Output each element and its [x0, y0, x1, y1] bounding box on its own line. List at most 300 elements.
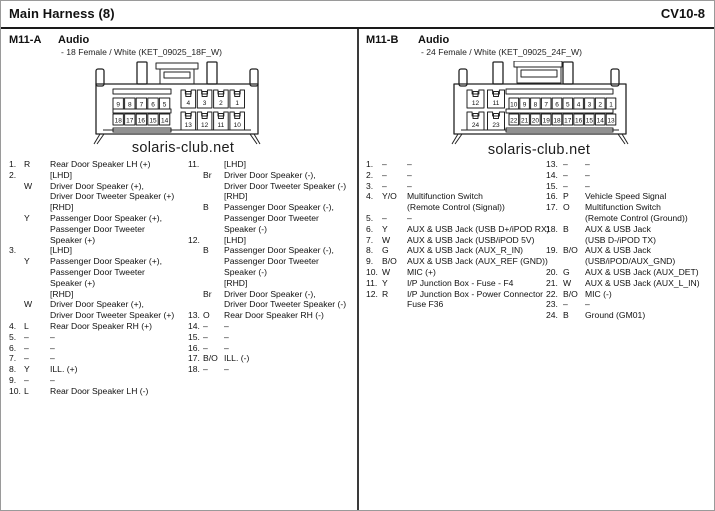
pin-desc: [RHD]: [224, 277, 248, 288]
pin-code: G: [382, 245, 389, 256]
pin-code: –: [563, 180, 568, 191]
pin-row: [9, 278, 174, 289]
pin-desc: Speaker (+): [50, 234, 96, 245]
pin-row: [546, 278, 700, 289]
pin-code: R: [382, 288, 389, 299]
pin-desc: (USB D-/iPOD TX): [585, 234, 656, 245]
pin-code: [203, 299, 224, 310]
pin-desc: –: [224, 364, 229, 375]
pin-num: [188, 191, 203, 202]
pin-code: B/O: [382, 256, 397, 267]
pin-desc: –: [585, 159, 590, 169]
pin-num: 11.: [366, 277, 378, 288]
pin-code: [24, 245, 50, 256]
svg-text:9: 9: [116, 101, 121, 109]
pin-table-m11b-right: [546, 159, 700, 321]
pin-desc: Rear Door Speaker RH (+): [50, 320, 152, 331]
pin-num: [9, 310, 24, 321]
pin-desc: Speaker (-): [224, 266, 267, 277]
svg-text:18: 18: [553, 117, 561, 125]
pin-code: L: [24, 385, 29, 396]
pin-row: [188, 256, 346, 267]
pin-desc: Passenger Door Tweeter: [224, 212, 319, 223]
pin-row: [188, 224, 346, 235]
pin-num: 3.: [366, 180, 374, 191]
pin-code: –: [24, 353, 29, 364]
pin-row: [9, 256, 174, 267]
pin-desc: (Remote Control (Ground)): [585, 212, 688, 223]
pin-code: W: [24, 180, 33, 191]
pin-num: [188, 289, 203, 300]
pin-desc: ILL. (+): [50, 364, 78, 375]
pin-code: –: [24, 342, 29, 353]
pin-row: [366, 213, 550, 224]
pin-row: [546, 235, 700, 246]
pin-row: [188, 191, 346, 202]
svg-text:10: 10: [233, 122, 241, 129]
pin-num: 4.: [366, 191, 374, 202]
pin-num: [9, 278, 24, 289]
pin-desc: [LHD]: [224, 234, 246, 245]
pin-code: R: [24, 159, 31, 169]
svg-text:2: 2: [598, 101, 603, 109]
pin-desc: –: [407, 159, 412, 169]
connector-subtitle-m11a: - 18 Female / White (KET_09025_18F_W): [61, 47, 222, 57]
pin-desc: AUX & USB Jack: [585, 223, 651, 234]
svg-text:13: 13: [184, 122, 192, 129]
svg-text:24: 24: [471, 122, 480, 129]
pin-code: W: [24, 299, 33, 310]
pin-code: –: [563, 169, 568, 180]
pin-num: [9, 202, 24, 213]
pin-num: 17.: [546, 202, 558, 213]
pin-row: [188, 170, 346, 181]
pin-code: [24, 170, 50, 181]
svg-text:9: 9: [522, 101, 527, 109]
pin-row: [366, 256, 550, 267]
pin-desc: Passenger Door Speaker (-),: [224, 245, 334, 256]
pin-desc: Rear Door Speaker RH (-): [224, 310, 324, 321]
pin-num: [188, 299, 203, 310]
pin-desc: AUX & USB Jack (USB D+/iPOD RX): [407, 223, 550, 234]
pin-num: 17.: [188, 353, 200, 364]
pin-row: [188, 364, 346, 375]
pin-desc: AUX & USB Jack (AUX_DET): [585, 266, 699, 277]
watermark: solaris-club.net: [131, 140, 235, 156]
pin-num: 24.: [546, 310, 558, 321]
svg-text:6: 6: [151, 101, 155, 109]
pin-num: 22.: [546, 288, 558, 299]
pin-row: [188, 159, 346, 170]
pin-desc: Driver Door Speaker (-),: [224, 288, 316, 299]
pin-code: –: [563, 159, 568, 169]
pin-row: [9, 289, 174, 300]
pin-num: [9, 289, 24, 300]
pin-desc: Ground (GM01): [585, 310, 646, 321]
pin-row: [9, 353, 174, 364]
svg-text:11: 11: [492, 100, 500, 107]
pin-desc: –: [224, 320, 229, 331]
pin-desc: (Remote Control (Signal)): [407, 202, 505, 213]
pin-row: [9, 267, 174, 278]
pin-code: [563, 235, 585, 246]
pin-desc: Passenger Door Tweeter: [224, 256, 319, 267]
pin-num: [9, 191, 24, 202]
pin-desc: –: [224, 331, 229, 342]
pin-row: [546, 267, 700, 278]
pin-desc: [LHD]: [50, 245, 72, 256]
pin-desc: Multifunction Switch: [407, 191, 483, 202]
pin-num: 1.: [366, 159, 374, 169]
pin-desc: –: [50, 331, 55, 342]
pin-row: [366, 159, 550, 170]
pin-row: [9, 343, 174, 354]
pin-desc: Driver Door Speaker (+),: [50, 180, 144, 191]
pin-num: 7.: [366, 234, 374, 245]
pin-row: [9, 299, 174, 310]
pin-row: [546, 181, 700, 192]
connector-id-m11b: M11-B: [366, 34, 399, 46]
pin-row: [9, 364, 174, 375]
pin-num: 20.: [546, 266, 558, 277]
pin-desc: Multifunction Switch: [585, 202, 661, 213]
pin-code: [563, 213, 585, 224]
page-code: CV10-8: [660, 6, 705, 21]
pin-row: [188, 181, 346, 192]
pin-code: [203, 181, 224, 192]
pin-row: [546, 256, 700, 267]
pin-desc: Driver Door Speaker (-),: [224, 169, 316, 180]
watermark: solaris-club.net: [487, 142, 591, 158]
pin-code: [203, 278, 224, 289]
svg-text:5: 5: [565, 101, 570, 109]
pin-row: [188, 213, 346, 224]
svg-text:14: 14: [160, 117, 169, 125]
svg-text:2: 2: [219, 100, 223, 107]
pin-num: 8.: [366, 245, 374, 256]
pin-code: [24, 267, 50, 278]
pin-row: [366, 267, 550, 278]
pin-row: [546, 202, 700, 213]
pin-row: [546, 299, 700, 310]
pin-code: Y: [382, 223, 388, 234]
pin-desc: [LHD]: [224, 159, 246, 169]
pin-desc: –: [50, 342, 55, 353]
connector-id-m11a: M11-A: [9, 34, 42, 46]
svg-text:4: 4: [576, 101, 581, 109]
column-divider: [357, 29, 359, 511]
pin-code: [203, 267, 224, 278]
pin-row: [366, 202, 550, 213]
pin-desc: AUX & USB Jack (AUX_R_IN): [407, 245, 524, 256]
pin-code: W: [563, 277, 572, 288]
connector-subtitle-m11b: - 24 Female / White (KET_09025_24F_W): [421, 47, 582, 57]
pin-code: Y: [24, 364, 30, 375]
svg-text:11: 11: [217, 122, 225, 129]
pin-desc: (USB/iPOD/AUX_GND): [585, 256, 676, 267]
pin-num: [546, 235, 563, 246]
pin-num: 15.: [546, 180, 558, 191]
pin-num: 4.: [9, 320, 17, 331]
svg-text:20: 20: [531, 117, 540, 125]
pin-desc: [RHD]: [224, 191, 248, 202]
pin-row: [546, 213, 700, 224]
pin-num: [188, 267, 203, 278]
pin-num: 1.: [9, 159, 17, 169]
svg-text:19: 19: [542, 117, 550, 125]
pin-row: [9, 170, 174, 181]
pin-row: [188, 289, 346, 300]
pin-row: [9, 213, 174, 224]
pin-desc: Driver Door Tweeter Speaker (+): [50, 310, 175, 321]
pin-num: 18.: [188, 364, 200, 375]
pin-row: [366, 289, 550, 300]
pin-code: B/O: [563, 288, 578, 299]
pin-table-m11a-right: [188, 159, 346, 375]
pin-code: Y: [24, 256, 30, 267]
svg-text:4: 4: [186, 100, 191, 107]
pin-desc: Driver Door Speaker (+),: [50, 299, 144, 310]
pin-code: [203, 256, 224, 267]
pin-num: 6.: [366, 223, 374, 234]
pin-code: [203, 191, 224, 202]
pin-row: [9, 321, 174, 332]
pin-code: –: [203, 320, 208, 331]
pin-desc: –: [224, 342, 229, 353]
pin-row: [366, 170, 550, 181]
pin-code: Y/O: [382, 191, 397, 202]
pin-table-m11b-left: [366, 159, 550, 310]
pin-row: [188, 310, 346, 321]
pin-num: 11.: [188, 159, 200, 169]
pin-code: B/O: [563, 245, 578, 256]
pin-num: [188, 202, 203, 213]
pin-row: [188, 267, 346, 278]
svg-text:7: 7: [139, 101, 144, 109]
pin-num: 5.: [9, 331, 17, 342]
pin-row: [188, 299, 346, 310]
pin-code: B/O: [203, 353, 218, 364]
svg-text:8: 8: [533, 101, 538, 109]
pin-desc: Speaker (+): [50, 277, 96, 288]
pin-num: 14.: [188, 320, 200, 331]
pin-code: [203, 159, 224, 170]
pin-desc: Passenger Door Speaker (+),: [50, 212, 163, 223]
pin-desc: AUX & USB Jack: [585, 245, 651, 256]
pin-row: [9, 386, 174, 397]
pin-num: [9, 235, 24, 246]
pin-num: [9, 267, 24, 278]
pin-num: 23.: [546, 299, 558, 310]
connector-diagram-m11b: [451, 61, 629, 147]
pin-desc: Driver Door Tweeter Speaker (+): [50, 191, 175, 202]
pin-desc: –: [50, 374, 55, 385]
svg-text:14: 14: [596, 117, 604, 125]
pin-num: [188, 213, 203, 224]
pin-code: Br: [203, 288, 212, 299]
svg-text:12: 12: [200, 122, 209, 129]
pin-num: [188, 278, 203, 289]
pin-row: [366, 181, 550, 192]
svg-text:15: 15: [585, 117, 594, 125]
pin-row: [546, 159, 700, 170]
pin-num: 13.: [546, 159, 558, 169]
pin-num: 9.: [366, 256, 374, 267]
pin-row: [546, 289, 700, 300]
svg-text:15: 15: [149, 117, 157, 125]
pin-num: 13.: [188, 310, 200, 321]
pin-row: [366, 191, 550, 202]
svg-text:3: 3: [587, 101, 592, 109]
pin-code: [563, 256, 585, 267]
pin-code: Y: [24, 212, 30, 223]
pin-row: [188, 202, 346, 213]
pin-num: [546, 213, 563, 224]
pin-row: [188, 278, 346, 289]
pin-code: Br: [203, 169, 212, 180]
pin-code: [203, 213, 224, 224]
pin-code: [203, 235, 224, 246]
pin-desc: I/P Junction Box - Fuse - F4: [407, 277, 514, 288]
pin-code: –: [382, 180, 387, 191]
pin-desc: –: [407, 169, 412, 180]
pin-row: [9, 375, 174, 386]
pin-num: [9, 213, 24, 224]
pin-num: [546, 256, 563, 267]
svg-text:23: 23: [492, 122, 500, 129]
pin-desc: –: [407, 212, 412, 223]
connector-name-m11a: Audio: [58, 34, 90, 46]
pin-num: 12.: [366, 288, 378, 299]
pin-code: [24, 289, 50, 300]
pin-num: 5.: [366, 212, 374, 223]
pin-code: [24, 191, 50, 202]
svg-text:17: 17: [564, 117, 572, 125]
pin-code: –: [203, 364, 208, 375]
pin-num: 18.: [546, 223, 558, 234]
pin-row: [9, 235, 174, 246]
pin-desc: Passenger Door Speaker (-),: [224, 202, 334, 213]
page-title: Main Harness (8): [9, 6, 115, 21]
pin-num: [188, 170, 203, 181]
pin-desc: Rear Door Speaker LH (-): [50, 385, 149, 396]
svg-text:7: 7: [544, 101, 549, 109]
pin-row: [188, 245, 346, 256]
pin-num: 9.: [9, 374, 17, 385]
pin-code: L: [24, 320, 29, 331]
pin-desc: Driver Door Tweeter Speaker (-): [224, 180, 347, 191]
pin-row: [9, 159, 174, 170]
pin-num: 16.: [188, 342, 200, 353]
pin-desc: AUX & USB Jack (USB/iPOD 5V): [407, 234, 535, 245]
pin-row: [9, 332, 174, 343]
pin-num: 15.: [188, 331, 200, 342]
pin-row: [188, 343, 346, 354]
pin-code: [24, 224, 50, 235]
pin-code: [382, 202, 407, 213]
svg-text:8: 8: [127, 101, 132, 109]
pin-desc: Driver Door Tweeter Speaker (-): [224, 299, 347, 310]
pin-table-m11a-left: [9, 159, 174, 397]
svg-text:1: 1: [609, 101, 613, 109]
pin-num: [366, 299, 382, 310]
pin-row: [9, 310, 174, 321]
pin-code: Y: [382, 277, 388, 288]
svg-text:22: 22: [510, 117, 518, 125]
pin-num: 19.: [546, 245, 558, 256]
pin-row: [366, 245, 550, 256]
pin-num: 21.: [546, 277, 558, 288]
pin-code: –: [382, 212, 387, 223]
svg-text:10: 10: [510, 101, 518, 109]
pin-row: [546, 191, 700, 202]
pin-desc: –: [585, 299, 590, 310]
connector-name-m11b: Audio: [418, 34, 450, 46]
pin-code: B: [203, 245, 209, 256]
pin-code: –: [24, 374, 29, 385]
pin-desc: Rear Door Speaker LH (+): [50, 159, 151, 169]
pin-desc: –: [585, 169, 590, 180]
pin-num: 16.: [546, 191, 558, 202]
pin-code: [24, 202, 50, 213]
pin-code: –: [203, 331, 208, 342]
svg-text:18: 18: [114, 117, 122, 125]
pin-row: [188, 353, 346, 364]
pin-row: [366, 299, 550, 310]
svg-text:16: 16: [137, 117, 146, 125]
svg-text:16: 16: [574, 117, 583, 125]
pin-code: W: [382, 234, 391, 245]
pin-desc: I/P Junction Box - Power Connector: [407, 288, 543, 299]
pin-num: [9, 256, 24, 267]
pin-num: 10.: [9, 385, 21, 396]
pin-row: [546, 224, 700, 235]
pin-code: –: [382, 159, 387, 169]
pin-code: –: [382, 169, 387, 180]
pin-num: [188, 245, 203, 256]
pin-desc: Fuse F36: [407, 299, 444, 310]
svg-text:5: 5: [162, 101, 167, 109]
pin-code: B: [203, 202, 209, 213]
pin-desc: AUX & USB Jack (AUX_REF (GND)): [407, 256, 548, 267]
pin-num: 2.: [366, 169, 374, 180]
pin-num: [366, 202, 382, 213]
pin-row: [9, 224, 174, 235]
pin-desc: Passenger Door Tweeter: [50, 266, 145, 277]
pin-num: 7.: [9, 353, 17, 364]
pin-row: [546, 245, 700, 256]
pin-row: [9, 245, 174, 256]
pin-num: 10.: [366, 266, 378, 277]
pin-code: –: [203, 342, 208, 353]
svg-text:6: 6: [555, 101, 559, 109]
pin-desc: [RHD]: [50, 288, 74, 299]
pin-row: [366, 224, 550, 235]
pin-row: [366, 278, 550, 289]
svg-text:3: 3: [202, 100, 207, 107]
pin-num: [188, 181, 203, 192]
pin-num: 2.: [9, 169, 17, 180]
pin-desc: MIC (+): [407, 266, 436, 277]
pin-code: O: [203, 310, 210, 321]
pin-num: 8.: [9, 364, 17, 375]
pin-num: 12.: [188, 234, 200, 245]
pin-desc: Passenger Door Speaker (+),: [50, 256, 163, 267]
pin-code: B: [563, 310, 569, 321]
pin-desc: AUX & USB Jack (AUX_L_IN): [585, 277, 700, 288]
pin-row: [546, 310, 700, 321]
pin-row: [9, 191, 174, 202]
